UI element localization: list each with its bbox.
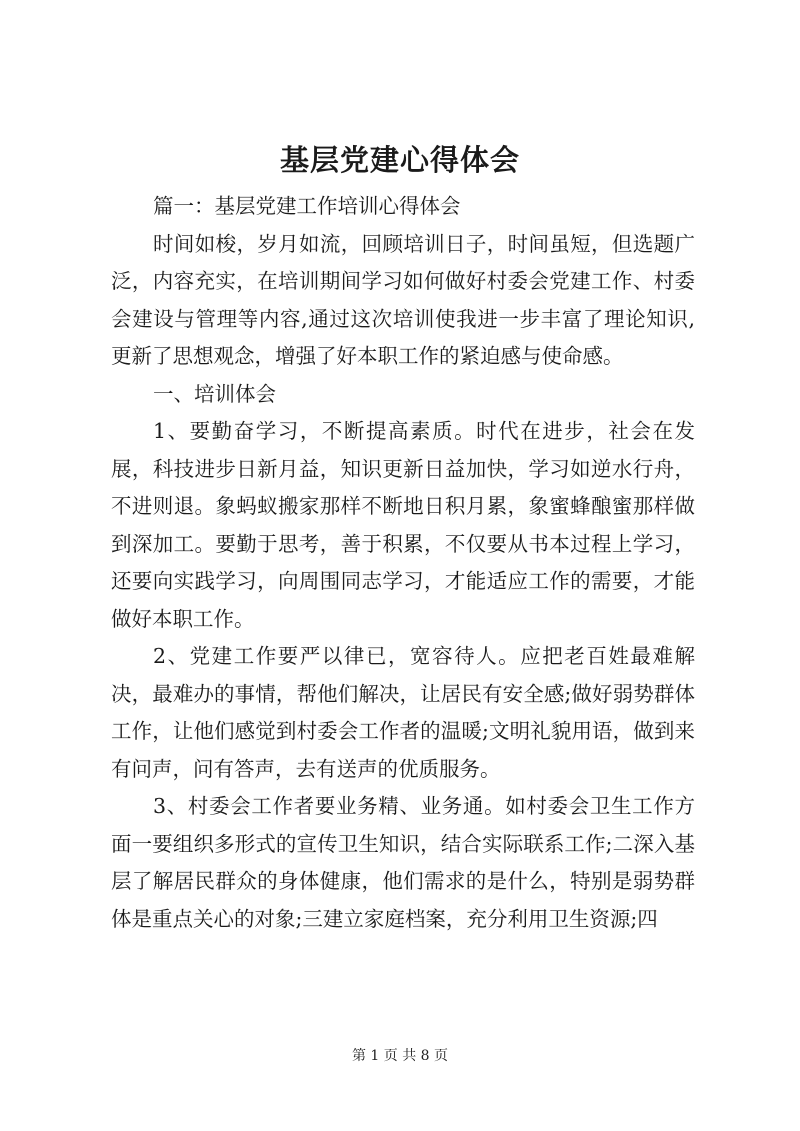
paragraph: 时间如梭，岁月如流，回顾培训日子，时间虽短，但选题广泛，内容充实，在培训期间学习如何做好村委会党建工作、村委会建设与管理等内容,通过这次培训使我进一步丰富了理论知识,更新了思想观念，增强了好本职工作的紧迫感与使命感。 (111, 231, 695, 368)
paragraph: 2、党建工作要严以律已，宽容待人。应把老百姓最难解决，最难办的事情，帮他们解决，让居民有安全感;做好弱势群体工作，让他们感觉到村委会工作者的温暖;文明礼貌用语，做到来有问声，问有答声，去有送声的优质服务。 (111, 644, 695, 781)
section-heading: 篇一：基层党建工作培训心得体会 (153, 194, 461, 218)
subsection-heading: 一、培训体会 (153, 381, 277, 406)
document-title: 基层党建心得体会 (279, 143, 520, 177)
page-footer: 第 1 页 共 8 页 (351, 1048, 449, 1064)
paragraph: 3、村委会工作者要业务精、业务通。如村委会卫生工作方面一要组织多形式的宣传卫生知识，结合实际联系工作;二深入基层了解居民群众的身体健康，他们需求的是什么，特别是弱势群体是重点关心的对象;三建立家庭档案，充分利用卫生资源;四 (111, 794, 695, 931)
paragraph: 1、要勤奋学习，不断提高素质。时代在进步，社会在发展，科技进步日新月益，知识更新日益加快，学习如逆水行舟，不进则退。象蚂蚁搬家那样不断地日积月累，象蜜蜂酿蜜那样做到深加工。要勤于思考，善于积累，不仅要从书本过程上学习，还要向实践学习，向周围同志学习，才能适应工作的需要，才能做好本职工作。 (111, 419, 695, 631)
document-body (111, 188, 695, 938)
